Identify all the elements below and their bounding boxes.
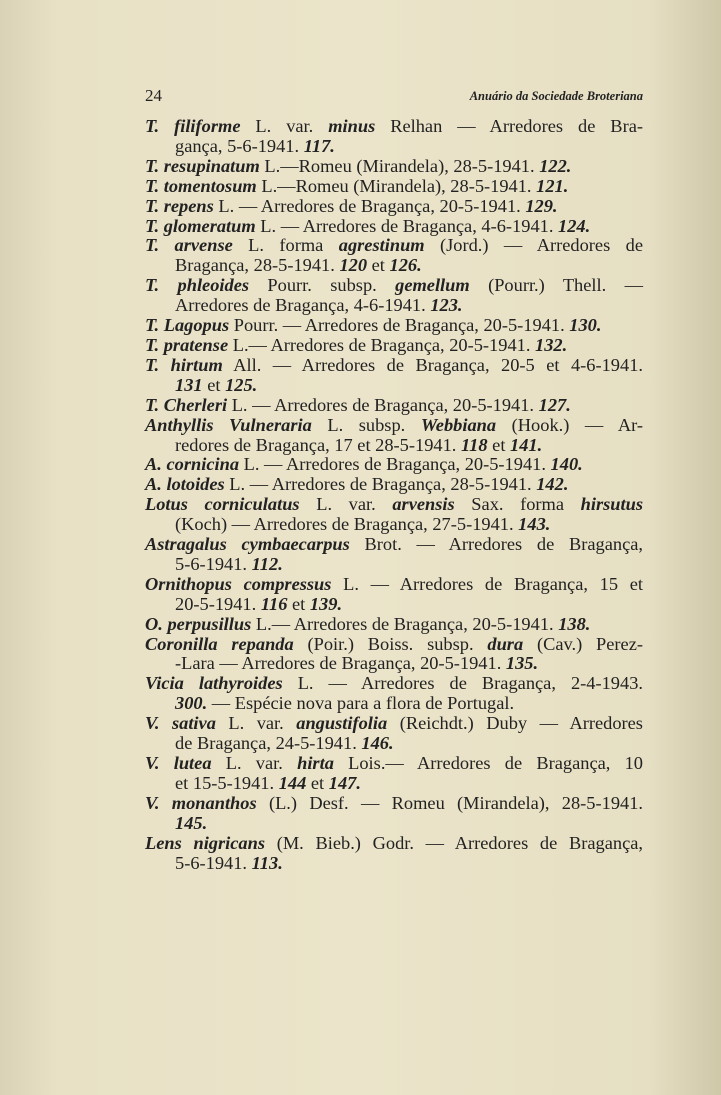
text-line [145, 157, 643, 177]
taxon-name: 113. [251, 852, 283, 873]
taxon-name: Webbiana [420, 414, 497, 435]
line-text: Lois.— Arredores de Bragança, 10 [333, 753, 643, 773]
line-text: et [287, 593, 310, 614]
line-text: Arredores de Bragança, 4-6-1941. [175, 295, 431, 316]
taxon-name: T. Cherleri [145, 394, 228, 415]
text-line [145, 376, 643, 396]
taxon-name: A. cornicina [145, 454, 240, 475]
line-text: L.—Romeu (Mirandela), 28-5-1941. [256, 175, 537, 196]
line-text: (M. Bieb.) Godr. — Arredores de Bragança, [265, 832, 643, 853]
text-line [145, 774, 643, 794]
taxon-name: 131 [175, 374, 203, 395]
line-text: (Poir.) Boiss. subsp. [293, 633, 488, 654]
line-text: L. — Arredores de Bragança, 15 et [331, 573, 643, 594]
taxon-name: 142. [536, 474, 569, 495]
line-text: (Koch) — Arredores de Bragança, 27-5-1941. [175, 514, 519, 535]
text-line [145, 475, 643, 495]
line-text: L.—Romeu (Mirandela), 28-5-1941. [259, 155, 540, 176]
line-text: — Espécie nova para a flora de Portugal. [207, 693, 515, 714]
text-line [145, 794, 643, 814]
taxon-name: 132. [535, 334, 568, 355]
line-text: L.— Arredores de Bragança, 20-5-1941. [251, 613, 559, 634]
taxon-name: 143. [518, 514, 551, 535]
taxon-name: 126. [389, 255, 422, 276]
line-text: L. — Arredores de Bragança, 28-5-1941. [224, 474, 537, 495]
text-line [145, 674, 643, 694]
text-line [145, 396, 643, 416]
line-text: redores de Bragança, 17 et 28-5-1941. [175, 434, 461, 455]
line-text: Sax. forma [454, 494, 581, 515]
taxon-name: Ornithopus compressus [145, 573, 332, 594]
taxon-name: 138. [558, 613, 591, 634]
line-text: Pourr. — Arredores de Bragança, 20-5-1941. [229, 315, 570, 336]
line-text: (Hook.) — Ar- [496, 414, 643, 435]
line-text: L. var. [299, 494, 393, 515]
taxon-name: 300. [175, 693, 208, 714]
text-line [145, 535, 643, 555]
taxon-name: 144 [278, 772, 307, 793]
taxon-name: T. phleoides [145, 275, 250, 296]
text-line [145, 316, 643, 336]
taxon-name: minus [328, 116, 376, 136]
taxon-name: Anthyllis Vulneraria [145, 414, 312, 435]
text-line [145, 256, 643, 276]
line-text: et [306, 772, 329, 793]
taxon-name: 118 [460, 434, 488, 455]
text-line [145, 754, 643, 774]
text-line [145, 515, 643, 535]
line-text: et [202, 374, 226, 395]
taxon-name: 147. [328, 772, 361, 793]
taxon-name: 120 [339, 255, 368, 276]
taxon-name: 125. [225, 374, 258, 395]
taxon-name: Coronilla repanda [145, 633, 294, 654]
text-line [145, 356, 643, 376]
line-text: et 15-5-1941. [175, 772, 279, 793]
text-line [145, 336, 643, 356]
taxon-name: T. pratense [145, 334, 229, 355]
line-text: 5-6-1941. [175, 852, 252, 873]
line-text: 5-6-1941. [175, 553, 252, 574]
taxon-name: angustifolia [296, 713, 388, 734]
line-text: -Lara — Arredores de Bragança, 20-5-1941. [175, 653, 506, 674]
taxon-name: 139. [309, 593, 343, 614]
taxon-name: 135. [505, 653, 539, 674]
text-line [145, 575, 643, 595]
text-line [145, 236, 643, 256]
text-line [145, 654, 643, 674]
taxon-name: A. lotoides [145, 474, 225, 495]
line-text: Bragança, 28-5-1941. [175, 255, 340, 276]
line-text: (Jord.) — Arredores de [424, 235, 644, 256]
line-text: gança, 5-6-1941. [175, 135, 304, 156]
line-text: L. — Arredores de Bragança, 20-5-1941. [239, 454, 551, 475]
text-line [145, 834, 643, 854]
text-line [145, 555, 643, 575]
line-text: et [367, 255, 390, 276]
taxon-name: gemellum [395, 275, 470, 296]
taxon-name: 123. [430, 295, 463, 316]
line-text: All. — Arredores de Bragança, 20-5 et 4-6-1941. [222, 354, 643, 375]
text-line [145, 455, 643, 475]
line-text: (Reichdt.) Duby — Arredores [387, 713, 643, 734]
taxon-name: Lotus corniculatus [145, 494, 300, 515]
line-text: L. forma [232, 235, 339, 256]
taxon-name: 124. [558, 215, 591, 236]
taxon-name: T. resupinatum [145, 155, 260, 176]
taxon-name: arvensis [392, 494, 455, 515]
line-text: Brot. — Arredores de Bragança, [349, 534, 643, 555]
taxon-name: 121. [536, 175, 569, 196]
line-text: L.— Arredores de Bragança, 20-5-1941. [228, 334, 536, 355]
page-number: 24 [145, 86, 162, 105]
line-text: L. — Arredores de Bragança, 2-4-1943. [282, 673, 643, 694]
taxon-name: 129. [525, 195, 558, 216]
taxon-name: 127. [538, 394, 571, 415]
text-line [145, 694, 643, 714]
text-line [145, 854, 643, 874]
line-text: L. var. [211, 753, 298, 773]
taxon-name: agrestinum [338, 235, 425, 256]
taxon-name: 116 [260, 593, 288, 614]
text-line [145, 276, 643, 296]
taxon-name: T. filiforme [145, 116, 241, 136]
taxon-name: dura [487, 633, 524, 654]
text-line [145, 734, 643, 754]
text-line [145, 177, 643, 197]
line-text: L. — Arredores de Bragança, 4-6-1941. [255, 215, 559, 236]
taxon-name: T. Lagopus [145, 315, 230, 336]
taxon-name: Astragalus cymbaecarpus [145, 534, 350, 555]
text-line [145, 814, 643, 834]
taxon-name: 141. [510, 434, 543, 455]
running-title: Anuário da Sociedade Broteriana [469, 89, 643, 103]
taxon-name: 117. [303, 135, 335, 156]
taxon-name: hirta [297, 753, 334, 773]
line-text: de Bragança, 24-5-1941. [175, 733, 362, 754]
line-text: (Pourr.) Thell. — [469, 275, 643, 296]
text-line [145, 117, 643, 137]
line-text: L. subsp. [311, 414, 421, 435]
taxon-name: hirsutus [580, 494, 643, 515]
text-line [145, 714, 643, 734]
taxon-name: 112. [251, 553, 283, 574]
taxon-name: 145. [175, 812, 208, 833]
text-line [145, 436, 643, 456]
line-text: Pourr. subsp. [249, 275, 396, 296]
page-header [145, 86, 643, 108]
text-line [145, 416, 643, 436]
line-text: Relhan — Arredores de Bra- [375, 116, 643, 136]
line-text: L. — Arredores de Bragança, 20-5-1941. [213, 195, 526, 216]
text-line [145, 217, 643, 237]
taxon-name: T. arvense [145, 235, 233, 256]
text-line [145, 296, 643, 316]
taxon-name: 122. [539, 155, 572, 176]
taxon-name: T. hirtum [145, 354, 223, 375]
taxon-name: T. glomeratum [145, 215, 256, 236]
line-text: L. var. [240, 116, 329, 136]
text-line [145, 635, 643, 655]
taxon-name: V. sativa [145, 713, 216, 734]
taxon-name: T. tomentosum [145, 175, 257, 196]
taxon-name: V. monanthos [145, 792, 257, 813]
taxon-name: Vicia lathyroides [145, 673, 283, 694]
line-text: (L.) Desf. — Romeu (Mirandela), 28-5-1941. [256, 792, 643, 813]
taxon-name: Lens nigricans [145, 832, 266, 853]
text-line [145, 495, 643, 515]
taxon-name: 146. [361, 733, 394, 754]
text-line [145, 197, 643, 217]
taxon-name: T. repens [145, 195, 214, 216]
text-line [145, 137, 643, 157]
line-text: 20-5-1941. [175, 593, 261, 614]
line-text: (Cav.) Perez- [523, 633, 643, 654]
line-text: et [487, 434, 511, 455]
line-text: L. — Arredores de Bragança, 20-5-1941. [227, 394, 539, 415]
taxon-name: 130. [569, 315, 602, 336]
taxon-name: O. perpusillus [145, 613, 252, 634]
taxon-name: 140. [550, 454, 583, 475]
taxon-name: V. lutea [145, 753, 212, 773]
text-line [145, 595, 643, 615]
species-list [145, 117, 643, 873]
text-line [145, 615, 643, 635]
line-text: L. var. [215, 713, 297, 734]
